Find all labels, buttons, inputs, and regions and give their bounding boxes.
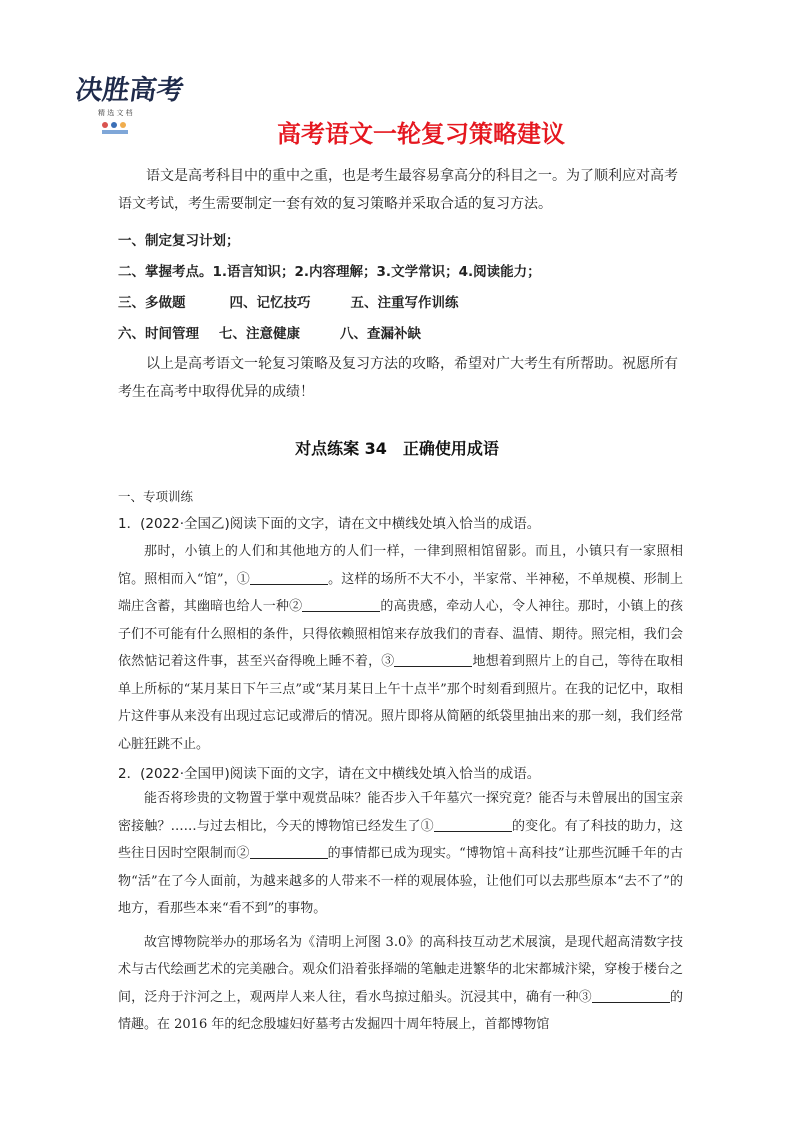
strategy-line-2: 二、掌握考点。1.语言知识；2.内容理解；3.文学常识；4.阅读能力； <box>118 264 541 280</box>
strategy-line-1: 一、制定复习计划； <box>118 233 240 249</box>
strategy-item: 八、查漏补缺 <box>340 326 421 342</box>
section-title: 对点练案 34 正确使用成语 <box>295 439 499 458</box>
strategy-item: 七、注意健康 <box>219 326 300 342</box>
intro-paragraph: 语文是高考科目中的重中之重，也是考生最容易拿高分的科目之一。为了顺利应对高考语文考试，考生需要制定一套有效的复习策略并采取合适的复习方法。 <box>118 168 678 212</box>
answer-blank-1[interactable] <box>434 817 512 832</box>
q1-stem: 1．(2022·全国乙)阅读下面的文字，请在文中横线处填入恰当的成语。 <box>118 516 541 532</box>
outro-paragraph: 以上是高考语文一轮复习策略及复习方法的攻略，希望对广大考生有所帮助。祝愿所有考生在高考中取得优异的成绩！ <box>118 356 678 400</box>
answer-blank-3[interactable] <box>592 988 670 1003</box>
strategy-item: 六、时间管理 <box>118 326 199 342</box>
answer-blank-2[interactable] <box>302 597 380 612</box>
answer-blank-2[interactable] <box>250 844 328 859</box>
q2-passage: 能否将珍贵的文物置于掌中观赏品味？能否步入千年墓穴一探究竟？能否与未曾展出的国宝亲密接触？……与过去相比，今天的博物馆已经发生了① 的变化。有了科技的助力，这些往日因时空限制而② 的事情都已成为现实。“博物馆＋高科技”让那些沉睡千年的古物“活”在了今人面前，为越来越多的人带来不一样的观展体验，让他们可以去那些原本“去不了”的地方，看那些本来“看不到”的事物。 故宫博物院举办的那场名为《清明上河图 3.0》的高科技互动艺术展演，是现代超高清数字技术与古代绘画艺术的完美融合。观众们沿着张择端的笔触走进繁华的北宋都城汴梁，穿梭于楼台之间，泛舟于汴河之上，观两岸人来人往，看水鸟掠过船头。沉浸其中，确有一种③ 的情趣。在 2016 年的纪念殷墟妇好墓考古发掘四十周年特展上，首都博物馆 <box>118 791 683 1032</box>
q1-passage: 那时，小镇上的人们和其他地方的人们一样，一律到照相馆留影。而且，小镇只有一家照相馆。照相而入“馆”，① 。这样的场所不大不小，半家常、半神秘，不单规模、形制上端庄含蓄，其幽暗也给人一种② 的高贵感，牵动人心，令人神往。那时，小镇上的孩子们不可能有什么照相的条件，只得依赖照相馆来存放我们的青春、温情、期待。照完相，我们会依然惦记着这件事，甚至兴奋得晚上睡不着，③ 地想着到照片上的自己，等待在取相单上所标的“某月某日下午三点”或“某月某日上午十点半”那个时刻看到照片。在我的记忆中，取相片这件事从来没有出现过忘记或滞后的情况。照片即将从简陋的纸袋里抽出来的那一刻，我们经常心脏狂跳不止。 <box>118 544 683 752</box>
strategy-item: 四、记忆技巧 <box>229 295 311 311</box>
logo-subtext: 精 选 文 档 <box>98 109 133 117</box>
strategy-item: 三、多做题 <box>118 295 186 311</box>
answer-blank-3[interactable] <box>394 652 472 667</box>
section-subhead: 一、专项训练 <box>118 489 194 504</box>
q2-stem: 2．(2022·全国甲)阅读下面的文字，请在文中横线处填入恰当的成语。 <box>118 766 541 782</box>
logo-text: 决胜高考 <box>73 75 186 106</box>
page-title: 高考语文一轮复习策略建议 <box>277 120 565 148</box>
answer-blank-1[interactable] <box>250 570 328 585</box>
strategy-item: 五、注重写作训练 <box>350 295 459 311</box>
strategy-line-3 <box>118 291 459 311</box>
strategy-line-4 <box>118 322 421 342</box>
